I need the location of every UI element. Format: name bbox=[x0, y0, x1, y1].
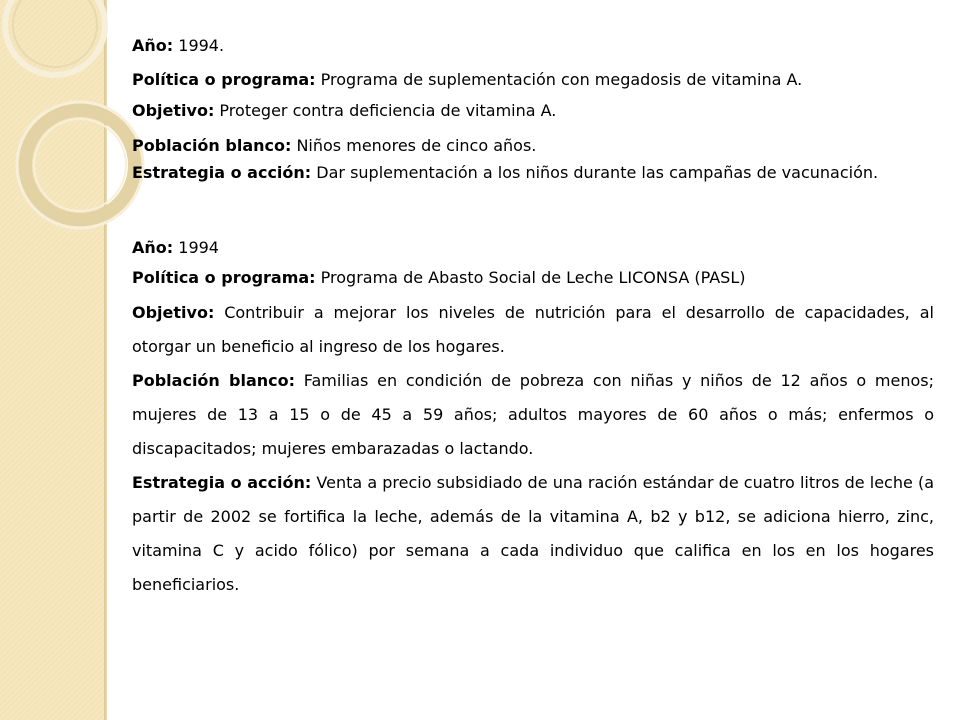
entry-2-year bbox=[132, 238, 219, 258]
entry-2-objective bbox=[132, 296, 934, 364]
entry-2-program bbox=[132, 268, 745, 288]
population-value: Niños menores de cinco años. bbox=[291, 136, 537, 155]
entry-1-population bbox=[132, 136, 536, 156]
strategy-label: Estrategia o acción: bbox=[132, 163, 312, 182]
population-label: Población blanco: bbox=[132, 136, 292, 155]
year-value: 1994. bbox=[173, 36, 225, 55]
entry-1-program bbox=[132, 70, 802, 90]
entry-2-strategy bbox=[132, 466, 934, 602]
program-label: Política o programa: bbox=[132, 268, 316, 287]
entry-1-objective bbox=[132, 101, 556, 121]
year-label: Año: bbox=[132, 36, 174, 55]
program-value: Programa de Abasto Social de Leche LICONSA (PASL) bbox=[315, 268, 746, 287]
year-value: 1994 bbox=[173, 238, 219, 257]
objective-value: Proteger contra deficiencia de vitamina A. bbox=[214, 101, 557, 120]
year-label: Año: bbox=[132, 238, 174, 257]
objective-label: Objetivo: bbox=[132, 303, 215, 322]
strategy-value: Venta a precio subsidiado de una ración estándar de cuatro litros de leche (a partir de 2002 se fortifica la leche, además de la vitamina A, b2 y b12, se adiciona hierro, zinc, vitamina C y acido fólico) por semana a cada individuo que califica en los en los hogares beneficiarios. bbox=[132, 473, 935, 594]
program-value: Programa de suplementación con megadosis de vitamina A. bbox=[315, 70, 803, 89]
strategy-label: Estrategia o acción: bbox=[132, 473, 312, 492]
strategy-value: Dar suplementación a los niños durante las campañas de vacunación. bbox=[311, 163, 879, 182]
objective-label: Objetivo: bbox=[132, 101, 215, 120]
population-label: Población blanco: bbox=[132, 371, 296, 390]
objective-value: Contribuir a mejorar los niveles de nutrición para el desarrollo de capacidades, al otorgar un beneficio al ingreso de los hogares. bbox=[132, 303, 934, 356]
entry-1-strategy bbox=[132, 163, 878, 183]
entry-1-year bbox=[132, 36, 224, 56]
population-value: Familias en condición de pobreza con niñas y niños de 12 años o menos; mujeres de 13 a 15 o de 45 a 59 años; adultos mayores de 60 años o más; enfermos o discapacitados; mujeres embarazadas o lactando. bbox=[132, 371, 934, 458]
entry-2-population bbox=[132, 364, 934, 466]
decorative-rings-graphic bbox=[0, 0, 140, 720]
program-label: Política o programa: bbox=[132, 70, 316, 89]
